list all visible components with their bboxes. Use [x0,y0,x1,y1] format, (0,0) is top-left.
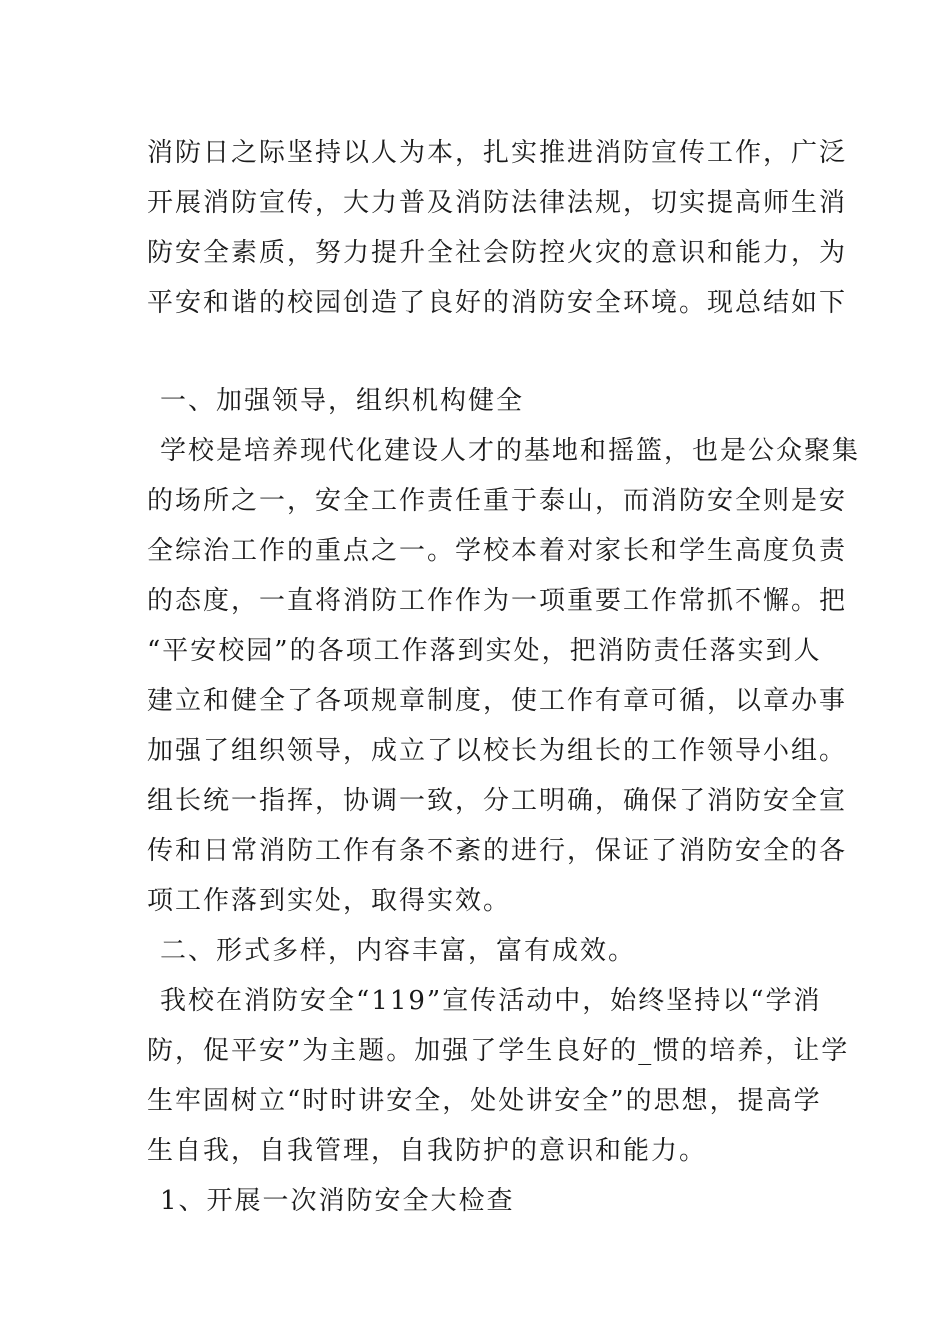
intro-line-2: 开展消防宣传，大力普及消防法律法规，切实提高师生消 [147,188,848,218]
section2-line-3: 生牢固树立“时时讲安全，处处讲安全”的思想，提高学 [147,1086,822,1116]
section-heading-2: 二、形式多样，内容丰富，富有成效。 [160,936,637,966]
section2-line-4: 生自我，自我管理，自我防护的意识和能力。 [147,1136,708,1166]
section2-line-2: 防，促平安”为主题。加强了学生良好的_惯的培养，让学 [147,1036,850,1066]
section1-line-4: 的态度，一直将消防工作作为一项重要工作常抓不懈。把 [147,586,848,616]
section-heading-1: 一、加强领导，组织机构健全 [160,386,525,416]
section1-line-1: 学校是培养现代化建设人才的基地和摇篮，也是公众聚集 [160,436,861,466]
section1-line-10: 项工作落到实处，取得实效。 [147,886,512,916]
section2-line-1: 我校在消防安全“119”宣传活动中，始终坚持以“学消 [160,986,822,1016]
intro-line-1: 消防日之际坚持以人为本，扎实推进消防宣传工作，广泛 [147,138,848,168]
section1-line-5: “平安校园”的各项工作落到实处，把消防责任落实到人 [147,636,822,666]
section1-line-7: 加强了组织领导，成立了以校长为组长的工作领导小组。 [147,736,848,766]
section-heading-3: 1、开展一次消防安全大检查 [160,1186,515,1216]
intro-line-3: 防安全素质，努力提升全社会防控火灾的意识和能力，为 [147,238,848,268]
section1-line-3: 全综治工作的重点之一。学校本着对家长和学生高度负责 [147,536,848,566]
section1-line-2: 的场所之一，安全工作责任重于泰山，而消防安全则是安 [147,486,848,516]
section1-line-9: 传和日常消防工作有条不紊的进行，保证了消防安全的各 [147,836,848,866]
section1-line-6: 建立和健全了各项规章制度，使工作有章可循，以章办事 [147,686,848,716]
section1-line-8: 组长统一指挥，协调一致，分工明确，确保了消防安全宣 [147,786,848,816]
intro-line-4: 平安和谐的校园创造了良好的消防安全环境。现总结如下 [147,288,848,318]
